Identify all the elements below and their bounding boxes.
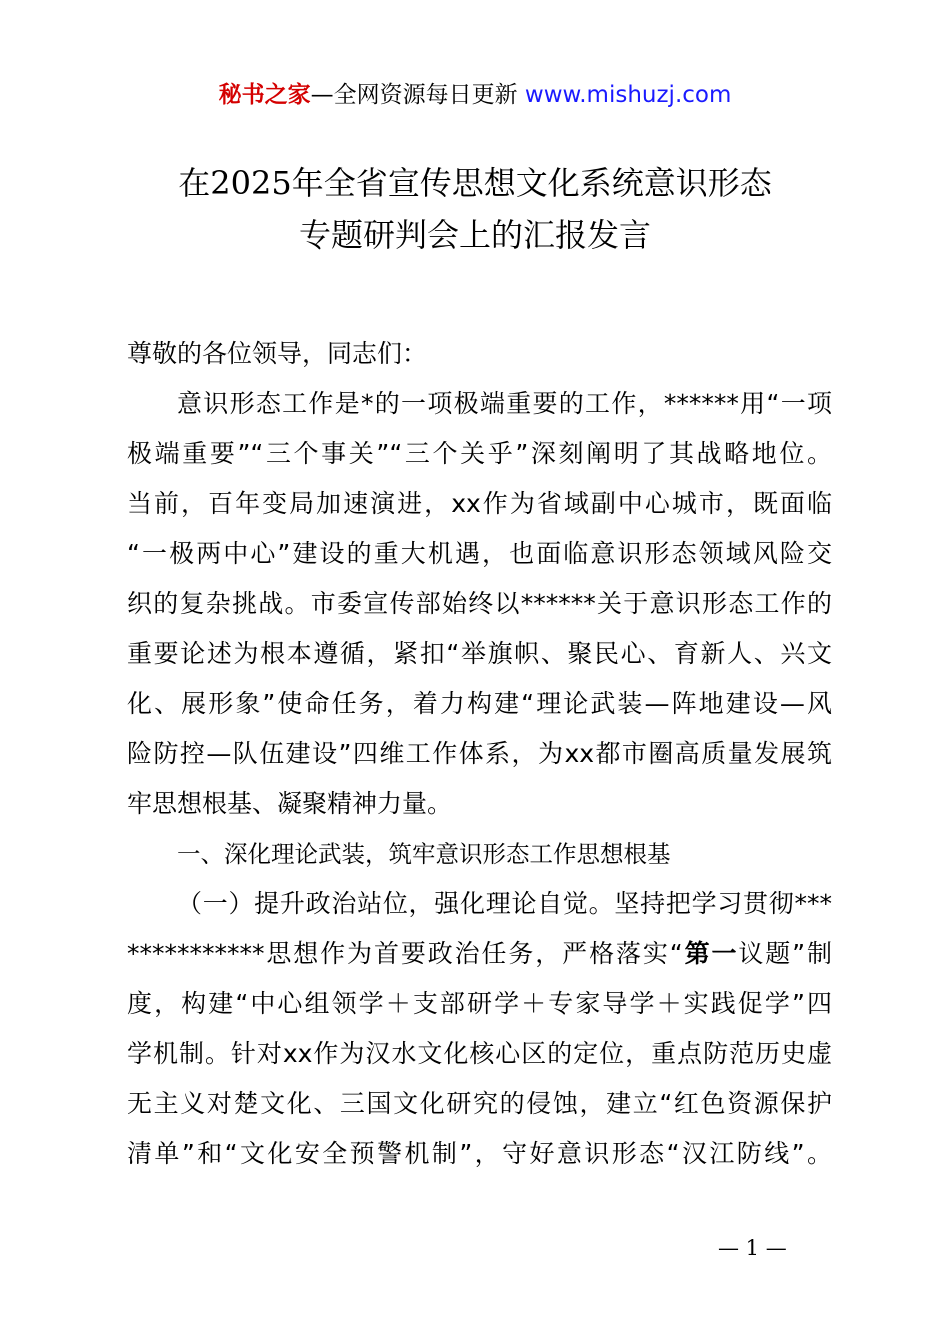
paragraph-1-line: 意识形态工作是*的一项极端重要的工作，******用“一项 [177, 389, 832, 418]
paragraph-2-line: （一）提升政治站位，强化理论自觉。坚持把学习贯彻*** [177, 889, 832, 918]
paragraph-2-line: 度，构建“中心组领学＋支部研学＋专家导学＋实践促学”四 [127, 989, 832, 1018]
page-number: — 1 — [718, 1236, 787, 1260]
section-heading-1: 一、深化理论武装，筑牢意识形态工作思想根基 [177, 840, 671, 868]
paragraph-2-line: 学机制。针对xx作为汉水文化核心区的定位，重点防范历史虚 [127, 1039, 832, 1068]
paragraph-2-line: 无主义对楚文化、三国文化研究的侵蚀，建立“红色资源保护 [127, 1089, 832, 1118]
header-url-link[interactable]: www.mishuzj.com [524, 82, 732, 108]
paragraph-1-line: 织的复杂挑战。市委宣传部始终以******关于意识形态工作的 [127, 589, 832, 618]
salutation: 尊敬的各位领导，同志们： [127, 339, 428, 368]
bold-emphasis: 第一 [682, 939, 739, 968]
paragraph-2-text: 议题”制 [738, 939, 832, 968]
paragraph-1-line: 重要论述为根本遵循，紧扣“举旗帜、聚民心、育新人、兴文 [127, 639, 832, 668]
paragraph-2-line: 清单”和“文化安全预警机制”，守好意识形态“汉江防线”。 [127, 1139, 832, 1168]
paragraph-1-line: “一极两中心”建设的重大机遇，也面临意识形态领域风险交 [127, 539, 832, 568]
paragraph-1-line: 险防控—队伍建设”四维工作体系，为xx都市圈高质量发展筑 [127, 739, 832, 768]
brand-name: 秘书之家 [218, 82, 311, 108]
document-title-line-1: 在2025年全省宣传思想文化系统意识形态 [178, 164, 772, 202]
paragraph-2-text: ***********思想作为首要政治任务，严格落实“ [127, 939, 683, 968]
document-title-line-2: 专题研判会上的汇报发言 [298, 216, 651, 254]
paragraph-2-line [127, 936, 832, 972]
site-header [0, 78, 950, 112]
paragraph-1-line: 牢思想根基、凝聚精神力量。 [127, 789, 453, 818]
paragraph-1-line: 化、展形象”使命任务，着力构建“理论武装—阵地建设—风 [127, 689, 832, 718]
paragraph-1-line: 极端重要”“三个事关”“三个关乎”深刻阐明了其战略地位。 [127, 439, 832, 468]
header-tagline: —全网资源每日更新 [310, 82, 525, 108]
paragraph-1-line: 当前，百年变局加速演进，xx作为省域副中心城市，既面临 [127, 489, 832, 518]
